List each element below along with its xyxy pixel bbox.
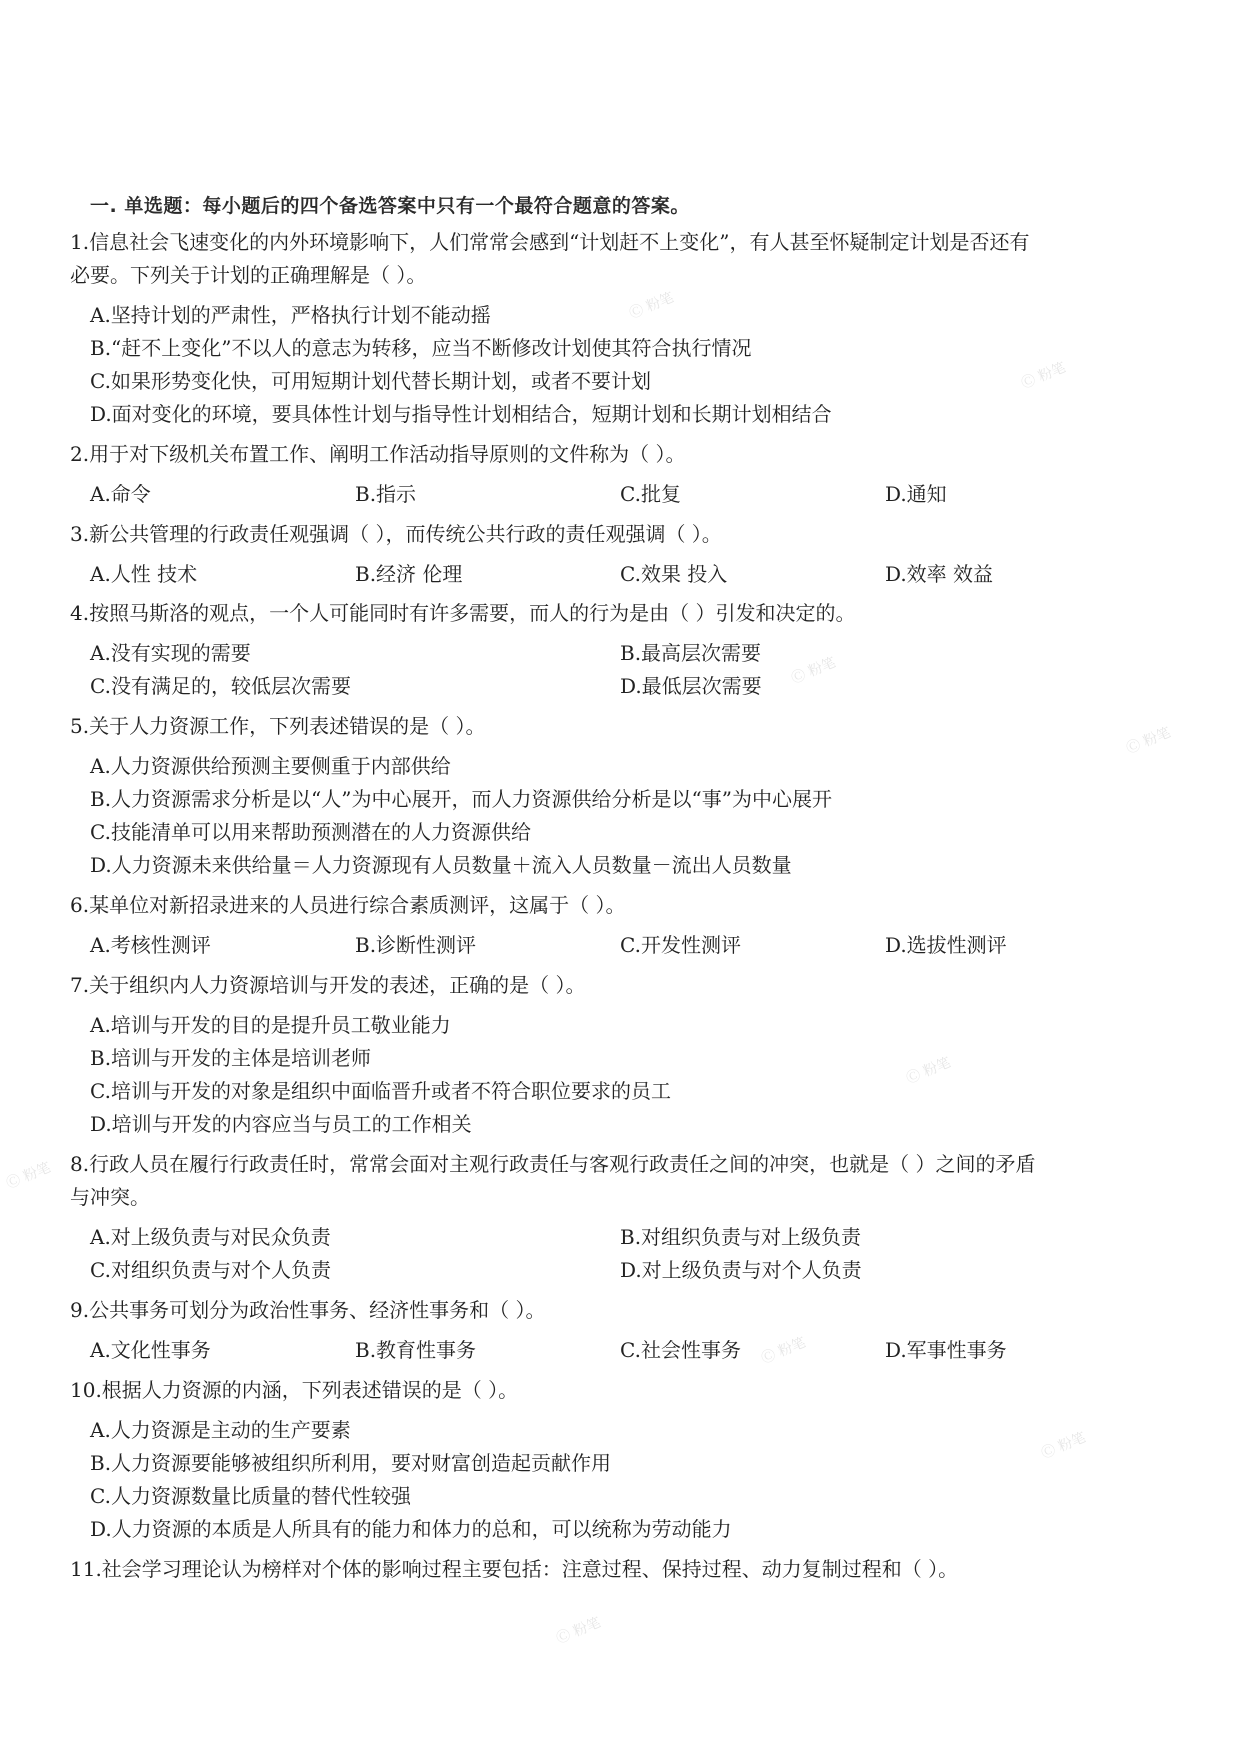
option-b: B.人力资源要能够被组织所利用，要对财富创造起贡献作用	[90, 1451, 612, 1475]
option-a: A.命令	[90, 482, 151, 506]
question-stem: 必要。下列关于计划的正确理解是（ ）。	[70, 263, 427, 287]
section-title: 一. 单选题：每小题后的四个备选答案中只有一个最符合题意的答案。	[90, 195, 690, 217]
option-d: D.面对变化的环境，要具体性计划与指导性计划相结合，短期计划和长期计划相结合	[90, 402, 832, 426]
option-d: D.培训与开发的内容应当与员工的工作相关	[90, 1112, 472, 1136]
watermark: Ⓒ 粉笔	[627, 289, 677, 323]
option-d: D.通知	[885, 482, 947, 506]
option-a: A.培训与开发的目的是提升员工敬业能力	[90, 1013, 451, 1037]
option-b: B.诊断性测评	[355, 933, 477, 957]
option-a: A.考核性测评	[90, 933, 211, 957]
option-c: C.技能清单可以用来帮助预测潜在的人力资源供给	[90, 820, 531, 844]
option-c: C.社会性事务	[620, 1338, 741, 1362]
question-stem: 4.按照马斯洛的观点，一个人可能同时有许多需要，而人的行为是由（ ）引发和决定的。	[70, 601, 856, 625]
question-stem: 3.新公共管理的行政责任观强调（ ），而传统公共行政的责任观强调（ ）。	[70, 522, 722, 546]
option-c: C.对组织负责与对个人负责	[90, 1258, 331, 1282]
option-c: C.培训与开发的对象是组织中面临晋升或者不符合职位要求的员工	[90, 1079, 671, 1103]
watermark: Ⓒ 粉笔	[1019, 359, 1069, 393]
option-c: C.批复	[620, 482, 681, 506]
watermark: Ⓒ 粉笔	[789, 654, 839, 688]
option-b: B.经济 伦理	[355, 562, 463, 586]
option-d: D.对上级负责与对个人负责	[620, 1258, 862, 1282]
question-stem: 11.社会学习理论认为榜样对个体的影响过程主要包括：注意过程、保持过程、动力复制过程和（ ）。	[70, 1557, 959, 1581]
option-b: B.培训与开发的主体是培训老师	[90, 1046, 372, 1070]
option-b: B.“赶不上变化”不以人的意志为转移，应当不断修改计划使其符合执行情况	[90, 336, 752, 360]
question-stem: 6.某单位对新招录进来的人员进行综合素质测评，这属于（ ）。	[70, 893, 626, 917]
question-stem: 8.行政人员在履行行政责任时，常常会面对主观行政责任与客观行政责任之间的冲突，也就是（ ）之间的矛盾	[70, 1152, 1036, 1176]
option-c: C.人力资源数量比质量的替代性较强	[90, 1484, 411, 1508]
option-c: C.如果形势变化快，可用短期计划代替长期计划，或者不要计划	[90, 369, 651, 393]
option-d: D.人力资源的本质是人所具有的能力和体力的总和，可以统称为劳动能力	[90, 1517, 732, 1541]
option-c: C.开发性测评	[620, 933, 741, 957]
watermark: Ⓒ 粉笔	[554, 1614, 604, 1648]
question-stem: 5.关于人力资源工作，下列表述错误的是（ ）。	[70, 714, 486, 738]
option-d: D.军事性事务	[885, 1338, 1007, 1362]
option-d: D.人力资源未来供给量＝人力资源现有人员数量＋流入人员数量－流出人员数量	[90, 853, 792, 877]
question-stem: 与冲突。	[70, 1185, 150, 1209]
option-a: A.人性 技术	[90, 562, 198, 586]
watermark: Ⓒ 粉笔	[4, 1159, 54, 1193]
option-a: A.没有实现的需要	[90, 641, 251, 665]
option-c: C.效果 投入	[620, 562, 728, 586]
option-a: A.坚持计划的严肃性，严格执行计划不能动摇	[90, 303, 491, 327]
question-stem: 7.关于组织内人力资源培训与开发的表述，正确的是（ ）。	[70, 973, 586, 997]
question-stem: 2.用于对下级机关布置工作、阐明工作活动指导原则的文件称为（ ）。	[70, 442, 686, 466]
option-d: D.最低层次需要	[620, 674, 762, 698]
option-b: B.对组织负责与对上级负责	[620, 1225, 862, 1249]
option-a: A.人力资源供给预测主要侧重于内部供给	[90, 754, 451, 778]
watermark: Ⓒ 粉笔	[904, 1054, 954, 1088]
question-stem: 10.根据人力资源的内涵，下列表述错误的是（ ）。	[70, 1378, 519, 1402]
watermark: Ⓒ 粉笔	[1039, 1429, 1089, 1463]
option-b: B.人力资源需求分析是以“人”为中心展开，而人力资源供给分析是以“事”为中心展开	[90, 787, 832, 811]
option-d: D.效率 效益	[885, 562, 994, 586]
option-c: C.没有满足的，较低层次需要	[90, 674, 351, 698]
option-b: B.教育性事务	[355, 1338, 477, 1362]
option-a: A.人力资源是主动的生产要素	[90, 1418, 351, 1442]
option-a: A.文化性事务	[90, 1338, 211, 1362]
question-stem: 1.信息社会飞速变化的内外环境影响下，人们常常会感到“计划赶不上变化”，有人甚至怀疑制定计划是否还有	[70, 230, 1030, 254]
option-a: A.对上级负责与对民众负责	[90, 1225, 331, 1249]
watermark: Ⓒ 粉笔	[759, 1334, 809, 1368]
watermark: Ⓒ 粉笔	[1124, 724, 1174, 758]
option-b: B.指示	[355, 482, 417, 506]
option-d: D.选拔性测评	[885, 933, 1007, 957]
option-b: B.最高层次需要	[620, 641, 762, 665]
question-stem: 9.公共事务可划分为政治性事务、经济性事务和（ ）。	[70, 1298, 546, 1322]
